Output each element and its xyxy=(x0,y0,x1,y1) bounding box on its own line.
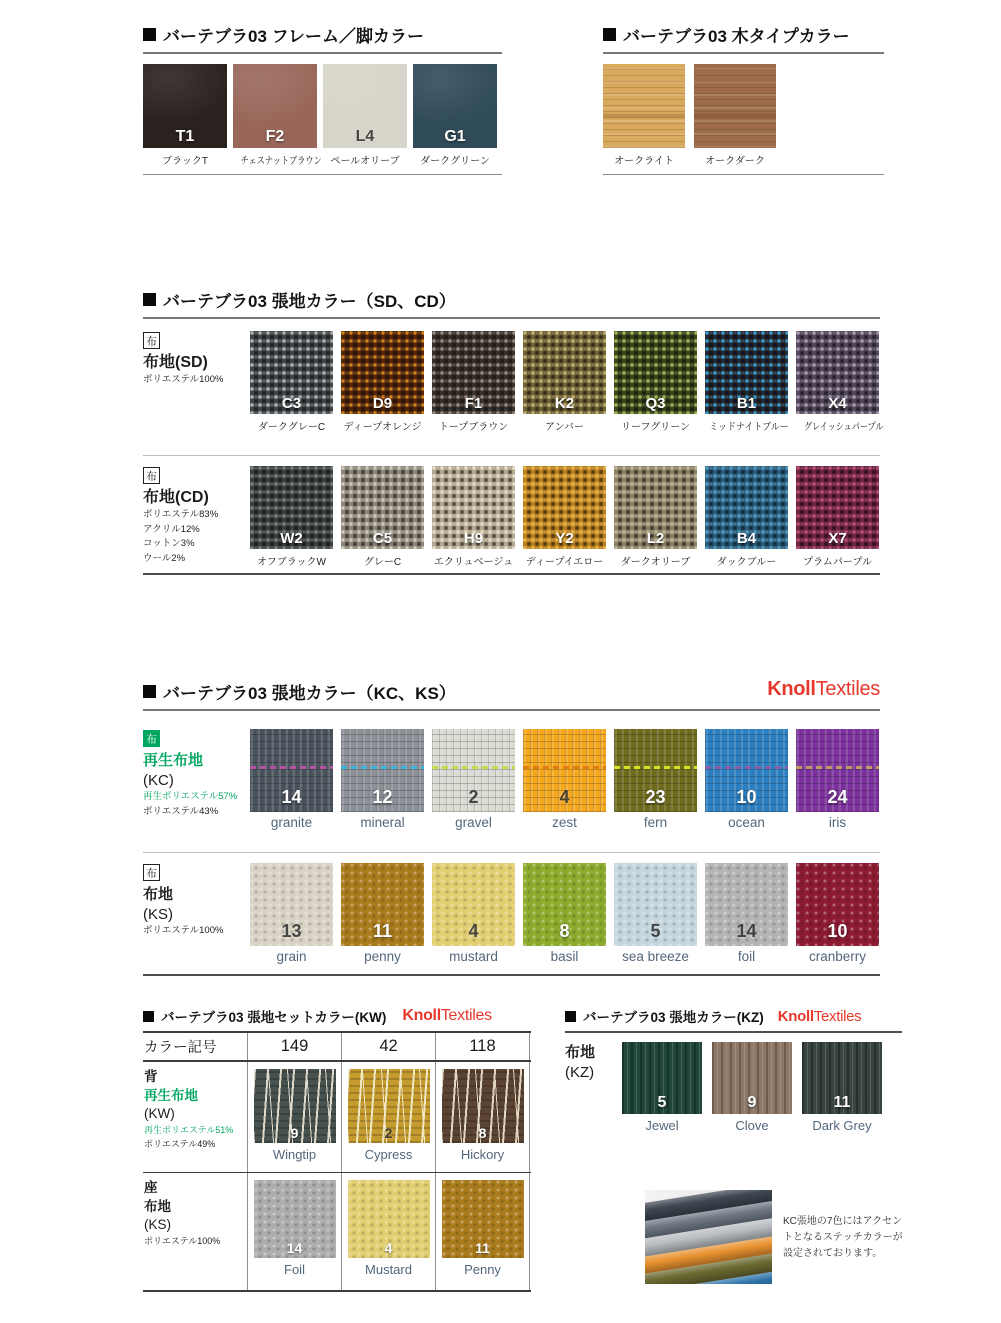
swatch-cell xyxy=(796,331,884,455)
label-line: 布地 xyxy=(143,886,174,903)
fabric-swatch xyxy=(523,331,606,414)
swatch-name: チェスナットブラウン xyxy=(240,156,322,167)
swatch-code: Q3 xyxy=(645,395,666,412)
knoll-textiles-logo xyxy=(767,678,880,701)
fabric-row-cd xyxy=(143,456,880,573)
swatch-name: グレーC xyxy=(363,557,402,568)
fabric-swatch xyxy=(796,466,879,549)
swatch-cell xyxy=(341,863,424,974)
label-line: 布地(SD) xyxy=(143,354,208,371)
kw-header-code: 149 xyxy=(248,1033,342,1060)
swatch-name: リーフグリーン xyxy=(621,422,690,433)
swatch-cell xyxy=(523,466,606,573)
swatch-name: mineral xyxy=(360,815,405,830)
fabric-row-kz xyxy=(565,1033,902,1133)
kw-header-code: 118 xyxy=(436,1033,530,1060)
swatch-cell xyxy=(614,863,697,974)
swatch-name: ディープイエロー xyxy=(525,557,604,568)
fabric-swatch xyxy=(323,64,407,148)
sd-swatch-row xyxy=(250,331,884,455)
textiles-logo-word: Textiles xyxy=(813,1007,862,1025)
knoll-logo-word: Knoll xyxy=(402,1007,441,1024)
swatch-cell xyxy=(436,1062,530,1172)
fabric-swatch xyxy=(614,863,697,946)
fabric-tag: 布 xyxy=(143,864,160,881)
fabric-swatch xyxy=(694,64,776,148)
swatch-cell xyxy=(342,1062,436,1172)
swatch-code: 10 xyxy=(827,921,848,941)
label-line: 布地(CD) xyxy=(143,489,209,506)
stitch-line xyxy=(705,766,788,769)
swatch-code: 5 xyxy=(650,921,661,941)
swatch-code: 12 xyxy=(372,787,393,807)
fabric-swatch xyxy=(796,729,879,812)
swatch-cell xyxy=(248,1062,342,1172)
swatch-cell xyxy=(341,331,424,455)
stitch-line xyxy=(523,766,606,769)
kw-header-label: カラー記号 xyxy=(143,1033,248,1060)
stitch-line xyxy=(432,766,515,769)
fabric-swatch xyxy=(432,331,515,414)
swatch-code: 2 xyxy=(384,1125,393,1141)
swatch-cell xyxy=(796,863,879,974)
section-title-text: バーテブラ03 張地カラー（KC、KS） xyxy=(163,684,456,703)
fabric-stack-stripes xyxy=(645,1190,772,1284)
swatch-cell xyxy=(250,863,333,974)
stitch-line xyxy=(250,766,333,769)
fabric-swatch xyxy=(523,863,606,946)
fabric-swatch xyxy=(712,1042,792,1114)
fabric-swatch xyxy=(250,863,333,946)
section-title xyxy=(143,287,880,312)
swatch-code: L4 xyxy=(355,128,375,145)
swatch-cell xyxy=(796,466,879,573)
swatch-code: 2 xyxy=(468,787,479,807)
square-bullet-icon xyxy=(143,1011,154,1022)
fabric-swatch xyxy=(413,64,497,148)
kz-swatch-row xyxy=(622,1042,882,1133)
swatch-code: B4 xyxy=(736,530,757,547)
swatch-name: Penny xyxy=(464,1262,501,1277)
fabric-row-label xyxy=(565,1042,622,1133)
cd-swatch-row xyxy=(250,466,879,573)
swatch-code: 8 xyxy=(478,1125,487,1141)
swatch-code: B1 xyxy=(736,395,757,412)
swatch-cell xyxy=(413,64,497,167)
kc-swatch-row xyxy=(250,729,879,852)
fabric-swatch xyxy=(233,64,317,148)
label-line: (KW) xyxy=(144,1106,175,1122)
swatch-cell xyxy=(342,1173,436,1290)
swatch-name: オークダーク xyxy=(705,156,765,167)
section-title-text: バーテブラ03 張地カラー(KZ) xyxy=(583,1010,764,1025)
fabric-row-kc xyxy=(143,711,880,852)
swatch-cell xyxy=(705,466,788,573)
label-line: 布地 xyxy=(565,1044,596,1061)
swatch-name: グレイッシュパープル xyxy=(803,422,884,433)
swatch-cell xyxy=(341,729,424,852)
fabric-tag: 布 xyxy=(143,730,160,747)
swatch-name: gravel xyxy=(455,815,492,830)
label-line: 再生布地 xyxy=(143,752,204,769)
swatch-name: basil xyxy=(550,949,579,964)
swatch-code: C3 xyxy=(281,395,302,412)
label-line: ウール2% xyxy=(143,553,186,565)
fabric-swatch xyxy=(348,1180,430,1258)
section-title-text: バーテブラ03 張地セットカラー(KW) xyxy=(161,1010,387,1025)
section-upholstery-kz xyxy=(565,1006,902,1133)
section-upholstery-set-kw xyxy=(143,1006,531,1292)
section-title xyxy=(603,22,884,47)
fabric-row-label xyxy=(143,466,250,573)
swatch-cell xyxy=(614,729,697,852)
swatch-name: zest xyxy=(552,815,577,830)
swatch-cell xyxy=(250,331,333,455)
swatch-code: 14 xyxy=(286,1240,303,1256)
fabric-swatch xyxy=(341,466,424,549)
fabric-swatch xyxy=(442,1180,524,1258)
swatch-name: sea breeze xyxy=(622,949,689,964)
fabric-swatch xyxy=(341,863,424,946)
swatch-name: Hickory xyxy=(460,1147,505,1162)
fabric-swatch xyxy=(432,466,515,549)
swatch-cell xyxy=(796,729,879,852)
swatch-name: プラムパープル xyxy=(803,557,872,568)
fabric-swatch xyxy=(802,1042,882,1114)
swatch-name: Jewel xyxy=(645,1118,679,1133)
swatch-cell xyxy=(603,64,685,167)
swatch-cell xyxy=(705,863,788,974)
fabric-row-label xyxy=(143,863,250,974)
fabric-row-ks xyxy=(143,853,880,974)
swatch-name: Clove xyxy=(735,1118,769,1133)
swatch-code: 10 xyxy=(736,787,757,807)
swatch-code: 11 xyxy=(833,1094,851,1111)
label-line: ポリエステル43% xyxy=(143,805,219,817)
swatch-cell xyxy=(694,64,776,167)
section-title xyxy=(143,1006,531,1026)
swatch-name: Cypress xyxy=(364,1147,413,1162)
swatch-name: foil xyxy=(737,949,756,964)
label-line: ポリエステル100% xyxy=(143,925,224,936)
label-line: 布地 xyxy=(144,1198,171,1214)
swatch-code: 9 xyxy=(290,1125,299,1141)
swatch-code: 9 xyxy=(747,1094,757,1111)
swatch-code: T1 xyxy=(175,128,195,145)
swatch-code: Y2 xyxy=(555,530,574,547)
fabric-swatch xyxy=(705,466,788,549)
swatch-name: cranberry xyxy=(808,949,867,964)
swatch-name: ocean xyxy=(728,815,765,830)
swatch-name: ペールオリーブ xyxy=(330,156,400,167)
fabric-swatch xyxy=(603,64,685,148)
swatch-code: C5 xyxy=(372,530,393,547)
swatch-code: 4 xyxy=(384,1240,393,1256)
square-bullet-icon xyxy=(143,28,156,41)
label-line: ポリエステル83% xyxy=(143,509,219,520)
swatch-cell xyxy=(432,466,515,573)
fabric-swatch xyxy=(143,64,227,148)
fabric-swatch xyxy=(432,729,515,812)
swatch-cell xyxy=(523,863,606,974)
swatch-cell xyxy=(523,331,606,455)
swatch-code: 11 xyxy=(372,921,393,941)
swatch-cell xyxy=(705,331,788,455)
fabric-swatch xyxy=(250,466,333,549)
kw-color-table xyxy=(143,1031,531,1292)
swatch-code: 4 xyxy=(559,787,570,807)
knoll-logo-word: Knoll xyxy=(777,1007,814,1025)
frame-swatch-row xyxy=(143,64,502,167)
swatch-code: 23 xyxy=(645,787,666,807)
swatch-name: オークライト xyxy=(614,156,674,167)
label-line: 座 xyxy=(144,1180,158,1195)
swatch-cell xyxy=(432,729,515,852)
swatch-name: Dark Grey xyxy=(812,1118,872,1133)
swatch-name: Mustard xyxy=(365,1262,412,1277)
divider xyxy=(143,52,502,54)
swatch-code: 5 xyxy=(657,1094,667,1111)
section-upholstery-kc-ks xyxy=(143,679,880,976)
swatch-name: オフブラックW xyxy=(257,557,326,568)
label-line: アクリル12% xyxy=(143,523,200,535)
swatch-cell xyxy=(323,64,407,167)
fabric-swatch xyxy=(705,729,788,812)
swatch-name: ブラックT xyxy=(162,156,208,167)
label-line: (KZ) xyxy=(565,1063,595,1081)
knoll-textiles-logo xyxy=(778,1008,862,1025)
textiles-logo-word: Textiles xyxy=(440,1007,492,1024)
swatch-code: K2 xyxy=(554,395,575,412)
label-line: (KS) xyxy=(143,905,173,923)
section-title xyxy=(143,22,502,47)
stitch-line xyxy=(341,766,424,769)
swatch-code: G1 xyxy=(444,128,466,145)
section-title xyxy=(143,679,880,704)
swatch-cell xyxy=(341,466,424,573)
fabric-stack-photo xyxy=(645,1190,772,1284)
swatch-code: H9 xyxy=(463,530,484,547)
swatch-cell xyxy=(143,64,227,167)
section-frame-leg-colors xyxy=(143,22,502,175)
swatch-code: D9 xyxy=(372,395,393,412)
kw-header-code: 42 xyxy=(342,1033,436,1060)
swatch-name: エクリュベージュ xyxy=(433,557,514,568)
label-line: 再生ポリエステル51% xyxy=(144,1124,234,1135)
section-title-text: バーテブラ03 木タイプカラー xyxy=(623,27,850,46)
square-bullet-icon xyxy=(143,293,156,306)
swatch-cell xyxy=(233,64,322,167)
wood-swatch-row xyxy=(603,64,884,167)
label-line: コットン3% xyxy=(143,538,195,550)
stitch-line xyxy=(614,766,697,769)
divider xyxy=(603,52,884,54)
swatch-cell xyxy=(705,729,788,852)
divider xyxy=(143,573,880,575)
fabric-swatch xyxy=(796,863,879,946)
swatch-code: 13 xyxy=(281,921,302,941)
fabric-row-label xyxy=(143,331,250,455)
fabric-swatch xyxy=(348,1069,430,1143)
fabric-swatch xyxy=(442,1069,524,1143)
fabric-swatch xyxy=(341,331,424,414)
label-line: 背 xyxy=(144,1069,158,1084)
swatch-cell xyxy=(432,863,515,974)
fabric-swatch xyxy=(523,729,606,812)
swatch-name: ダークグレーC xyxy=(257,422,326,433)
fabric-swatch xyxy=(614,729,697,812)
divider xyxy=(603,174,884,175)
stitch-color-note: KC張地の7色にはアクセントとなるステッチカラーが設定されております。 xyxy=(783,1216,903,1259)
fabric-swatch xyxy=(622,1042,702,1114)
swatch-name: トープブラウン xyxy=(438,422,509,433)
swatch-code: 4 xyxy=(468,921,479,941)
section-title-text: バーテブラ03 張地カラー（SD、CD） xyxy=(163,292,456,311)
swatch-code: 14 xyxy=(736,921,757,941)
label-line: ポリエステル100% xyxy=(144,1235,221,1246)
knoll-textiles-logo xyxy=(402,1007,491,1025)
fabric-swatch xyxy=(523,466,606,549)
fabric-swatch xyxy=(250,729,333,812)
label-line: (KC) xyxy=(143,771,174,789)
swatch-code: W2 xyxy=(280,530,303,547)
swatch-name: Wingtip xyxy=(272,1147,317,1162)
square-bullet-icon xyxy=(603,28,616,41)
swatch-cell xyxy=(614,466,697,573)
swatch-cell xyxy=(432,331,515,455)
label-line: ポリエステル100% xyxy=(143,374,224,385)
square-bullet-icon xyxy=(143,685,156,698)
section-wood-type-colors xyxy=(603,22,884,175)
swatch-code: 8 xyxy=(559,921,570,941)
fabric-swatch xyxy=(341,729,424,812)
fabric-row-sd xyxy=(143,319,884,455)
kw-table-header-row xyxy=(143,1033,531,1062)
swatch-name: fern xyxy=(643,815,668,830)
swatch-name: アンバー xyxy=(545,422,584,433)
textiles-logo-word: Textiles xyxy=(815,678,880,700)
fabric-swatch xyxy=(614,331,697,414)
kw-seat-label xyxy=(143,1173,248,1290)
swatch-name: ダークグリーン xyxy=(420,156,490,167)
swatch-name: ミッドナイトブルー xyxy=(709,422,789,433)
swatch-name: Foil xyxy=(284,1262,305,1277)
stitch-line xyxy=(796,766,879,769)
swatch-code: 14 xyxy=(281,787,302,807)
section-upholstery-sd-cd xyxy=(143,287,884,575)
swatch-name: penny xyxy=(364,949,401,964)
fabric-swatch xyxy=(250,331,333,414)
label-line: 再生ポリエステル57% xyxy=(143,791,238,802)
kw-back-row xyxy=(143,1062,531,1173)
swatch-name: ダークオリーブ xyxy=(620,557,691,568)
divider xyxy=(143,174,502,175)
swatch-name: iris xyxy=(828,815,847,830)
swatch-cell xyxy=(436,1173,530,1290)
swatch-code: F2 xyxy=(265,128,285,145)
swatch-code: X4 xyxy=(828,395,847,412)
swatch-name: ダックブルー xyxy=(716,557,777,568)
label-line: (KS) xyxy=(144,1217,171,1233)
fabric-swatch xyxy=(432,863,515,946)
label-line: 再生布地 xyxy=(144,1087,198,1103)
section-title-text: バーテブラ03 フレーム／脚カラー xyxy=(163,27,424,46)
swatch-cell xyxy=(712,1042,792,1133)
fabric-tag: 布 xyxy=(143,467,160,484)
swatch-cell xyxy=(802,1042,882,1133)
swatch-code: L2 xyxy=(646,530,665,547)
kw-back-label xyxy=(143,1062,248,1172)
swatch-code: X7 xyxy=(828,530,847,547)
fabric-swatch xyxy=(796,331,879,414)
swatch-code: F1 xyxy=(464,395,483,412)
fabric-swatch xyxy=(614,466,697,549)
swatch-code: 11 xyxy=(475,1240,490,1256)
swatch-code: 24 xyxy=(827,787,848,807)
swatch-cell xyxy=(250,466,333,573)
fabric-swatch xyxy=(254,1069,336,1143)
kw-seat-row xyxy=(143,1173,531,1290)
square-bullet-icon xyxy=(565,1011,576,1022)
swatch-name: grain xyxy=(276,949,307,964)
divider xyxy=(143,974,880,976)
fabric-swatch xyxy=(254,1180,336,1258)
fabric-row-label xyxy=(143,729,250,852)
swatch-cell xyxy=(523,729,606,852)
swatch-cell xyxy=(250,729,333,852)
section-title xyxy=(565,1006,902,1026)
ks-swatch-row xyxy=(250,863,879,974)
swatch-name: ディープオレンジ xyxy=(343,422,422,433)
swatch-cell xyxy=(614,331,697,455)
fabric-swatch xyxy=(705,331,788,414)
swatch-cell xyxy=(248,1173,342,1290)
swatch-cell xyxy=(622,1042,702,1133)
fabric-tag: 布 xyxy=(143,332,160,349)
label-line: ポリエステル49% xyxy=(144,1138,216,1149)
knoll-logo-word: Knoll xyxy=(767,678,816,700)
swatch-name: mustard xyxy=(449,949,498,964)
fabric-swatch xyxy=(705,863,788,946)
swatch-name: granite xyxy=(270,815,313,830)
